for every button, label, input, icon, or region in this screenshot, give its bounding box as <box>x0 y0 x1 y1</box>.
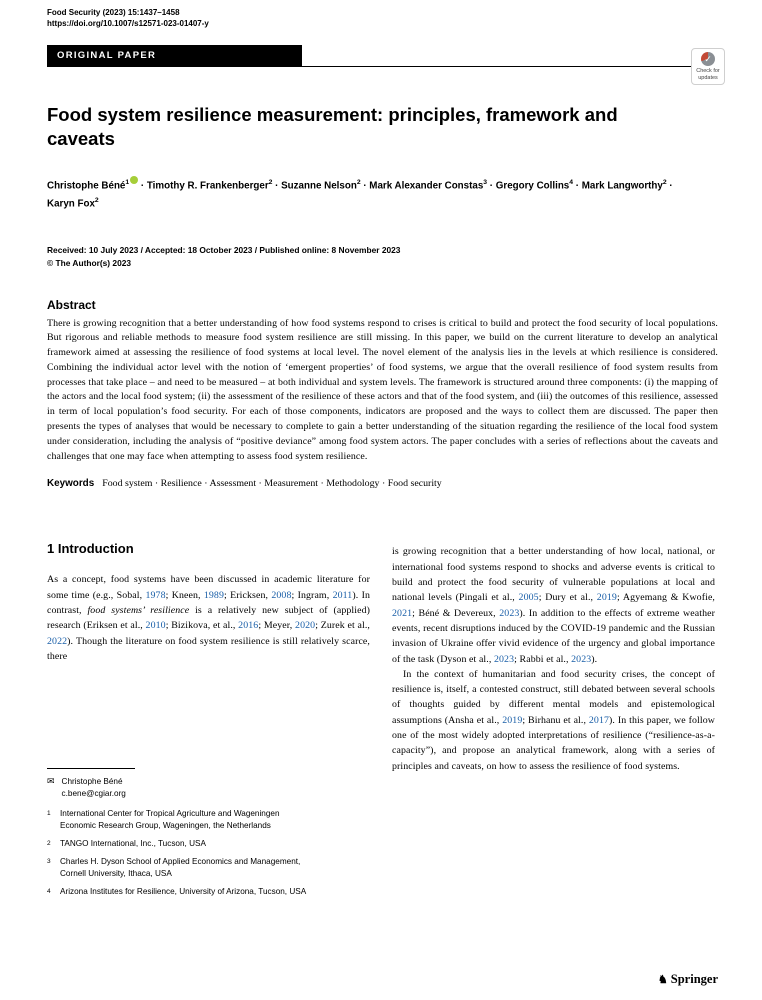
author-list <box>47 176 687 212</box>
text-segment: 3 <box>483 179 488 187</box>
text-segment: · Timothy R. Frankenberger <box>138 180 269 192</box>
text-segment: 2 <box>356 179 361 187</box>
text-segment: ). In contrast, <box>47 589 371 617</box>
affiliation-item <box>47 856 370 880</box>
affiliation-item <box>47 886 370 898</box>
intro-paragraph-right-1 <box>392 544 715 666</box>
citation-link[interactable]: 2023 <box>499 607 520 619</box>
article-dates <box>47 244 718 269</box>
affiliation-item <box>47 838 370 850</box>
citation-link[interactable]: 2023 <box>571 653 592 665</box>
affiliation-text: TANGO International, Inc., Tucson, USA <box>60 838 206 848</box>
text-segment: ; Ingram, <box>291 589 333 601</box>
citation-link[interactable]: 2022 <box>47 635 68 647</box>
journal-header <box>47 8 718 30</box>
abstract-text: There is growing recognition that a better understanding of how food systems respond to crises is critical to build and protect the food security of local populations. But rigorous and reliable methods to measure food system resilience are still missing. In this paper, we build on the current literature to develop an analytical framework aimed at assessing the resilience of food systems at local level. The novel element of the analysis lies in the levels at which resilience is considered. Combining the individual actor level with the notion of ‘emergent properties’ of food systems, we argue that the overall resilience of food system results from processes that take place – and need to be measured – at both individual and system levels. The framework is structured around three components: (i) the mapping of the actors and the local food system; (ii) the assessment of the resilience of these actors and that of the food system, and (iii) the outcomes of this resilience, assessed in term of local population’s food security. For each of those components, indicators are proposed and the ways to collect them are discussed. The paper then presents the types of analyses that would be necessary to complete to gain a better understanding of the situation regarding the resilience of the local food system under consideration, including the analysis of “positive deviance” among food system actors. The paper concludes with a series of reflections about the caveats and challenges that one may face when attempting to assess food system resilience. <box>47 317 718 462</box>
keywords-line <box>47 478 718 489</box>
text-segment: ). In this paper, we follow one of the most widely adopted interpretations of resilience (“resilience-as-a-capacity”), and propose an analytical framework, along with a series of principles and caveats, on how to assess the resilience of food systems. <box>392 714 715 772</box>
abstract-heading: Abstract <box>47 297 96 312</box>
citation-link[interactable]: 2005 <box>518 592 539 604</box>
right-column <box>392 541 715 903</box>
text-segment: ; Dury et al., <box>538 592 597 604</box>
intro-paragraph-left <box>47 572 370 664</box>
citation-link[interactable]: 2023 <box>493 653 515 665</box>
text-segment: is a relatively new subject of (applied) research (Eriksen et al., <box>47 605 370 632</box>
text-segment: ; Béné & Devereux, <box>412 607 500 619</box>
citation-link[interactable]: 2021 <box>392 607 413 619</box>
text-segment: ; Birhanu et al., <box>522 714 589 726</box>
corresponding-author-email[interactable]: c.bene@cgiar.org <box>61 789 126 799</box>
text-segment: · Mark Langworthy <box>573 180 663 192</box>
text-segment: · Mark Alexander Constas <box>360 180 484 192</box>
copyright-line: © The Author(s) 2023 <box>47 257 132 268</box>
text-segment: 1 <box>125 179 130 187</box>
text-segment: ). Though the literature on food system resilience is still relatively scarce, there <box>47 635 370 662</box>
text-segment: As a concept, food systems have been discussed in academic literature for some time (e.g., Sobal, <box>47 574 370 601</box>
citation-link[interactable]: 2008 <box>271 589 292 601</box>
doi-link[interactable]: https://doi.org/10.1007/s12571-023-01407-y <box>47 18 209 28</box>
section-heading-introduction: 1 Introduction <box>47 541 134 557</box>
publisher-footer <box>658 972 718 987</box>
text-segment: ; Meyer, <box>258 620 296 632</box>
springer-logo-icon: ♞ <box>657 974 668 986</box>
citation-link[interactable]: 2020 <box>295 620 316 632</box>
crossmark-icon <box>701 52 715 66</box>
check-for-updates-badge[interactable] <box>691 48 725 85</box>
left-column <box>47 541 370 903</box>
envelope-icon: ✉ <box>47 776 55 787</box>
affiliation-number: 2 <box>47 839 51 847</box>
affiliation-item <box>47 808 370 832</box>
intro-paragraph-right-2 <box>392 667 715 774</box>
affiliation-number: 3 <box>47 857 51 865</box>
affiliation-text: Charles H. Dyson School of Applied Economics and Management, Cornell University, Ithaca, USA <box>60 856 301 878</box>
citation-link[interactable]: 1989 <box>203 589 225 601</box>
affiliation-number: 1 <box>47 810 51 818</box>
text-segment: 2 <box>94 196 99 204</box>
correspondence-block <box>47 776 370 800</box>
page-title: Food system resilience measurement: principles, framework and caveats <box>47 104 618 149</box>
citation-link[interactable]: 2011 <box>332 589 353 601</box>
footnote-divider <box>47 768 135 769</box>
text-segment: ; Bizikova, et al., <box>165 620 239 632</box>
publisher-name: Springer <box>670 972 718 986</box>
corresponding-author-name: Christophe Béné <box>61 777 123 787</box>
citation-link[interactable]: 2016 <box>238 620 259 632</box>
affiliation-number: 4 <box>47 887 51 895</box>
keywords-label: Keywords <box>47 478 95 490</box>
check-for-updates-label: Check for updates <box>696 68 720 81</box>
text-segment: · Karyn Fox <box>47 180 673 210</box>
journal-citation: Food Security (2023) 15:1437–1458 <box>47 8 180 17</box>
text-segment: In the context of humanitarian and food security crises, the concept of resilience is, itself, a contested construct, still debated between several schools of thoughts guided by different mental models and epistemological assumptions (Ansha et al., <box>392 668 715 726</box>
text-segment: 2 <box>662 179 667 187</box>
text-segment: ; Ericksen, <box>224 589 272 601</box>
affiliation-text: Arizona Institutes for Resilience, University of Arizona, Tucson, USA <box>60 886 307 896</box>
text-segment: ; Kneen, <box>165 589 204 601</box>
text-segment: ; Rabbi et al., <box>514 653 572 665</box>
footnotes-block <box>47 768 370 903</box>
orcid-icon <box>130 176 138 184</box>
citation-link[interactable]: 2019 <box>596 592 617 604</box>
article-type-banner: ORIGINAL PAPER <box>47 45 302 67</box>
citation-link[interactable]: 2017 <box>588 714 610 726</box>
text-segment: · Suzanne Nelson <box>272 180 357 192</box>
keywords-value: Food system · Resilience · Assessment · Measurement · Methodology · Food security <box>102 478 442 490</box>
text-segment: ; Agyemang & Kwofie, <box>616 592 715 604</box>
two-column-body <box>47 541 718 903</box>
text-segment: food systems’ resilience <box>87 605 190 617</box>
text-segment: 4 <box>569 179 574 187</box>
text-segment: ). <box>591 653 598 665</box>
citation-link[interactable]: 2010 <box>145 620 166 632</box>
citation-link[interactable]: 2019 <box>502 714 523 726</box>
received-accepted-line: Received: 10 July 2023 / Accepted: 18 October 2023 / Published online: 8 November 2023 <box>47 245 401 256</box>
affiliation-text: International Center for Tropical Agriculture and Wageningen Economic Research Group, Wageningen, the Netherlands <box>60 809 280 831</box>
text-segment: is growing recognition that a better understanding of how local, national, or international food systems respond to shocks and adverse events is critical to build and protect the food security of vulnerable populations at local and national levels (Pingali et al., <box>392 546 715 604</box>
text-segment: Christophe Béné <box>47 180 126 192</box>
header-rule <box>47 45 718 68</box>
citation-link[interactable]: 1978 <box>145 589 166 601</box>
text-segment: ). In addition to the effects of extreme weather events, recent disruptions induced by the COVID-19 pandemic and the Russian invasion of Ukraine offer vivid evidence of the urgency and global importance of the task (Dyson et al., <box>392 607 715 665</box>
text-segment: · Gregory Collins <box>487 180 570 192</box>
text-segment: ; Zurek et al., <box>315 620 371 632</box>
text-segment: 2 <box>268 179 273 187</box>
